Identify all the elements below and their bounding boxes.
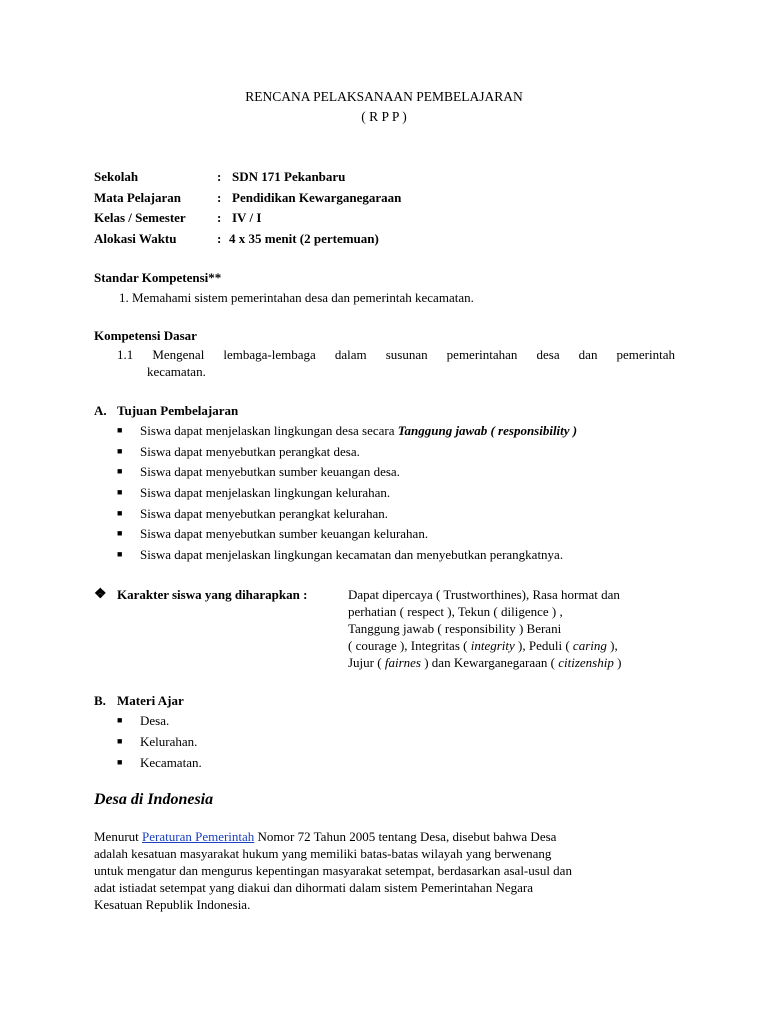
bullet-icon: ■ — [117, 487, 123, 497]
identity-label-alokasi: Alokasi Waktu — [94, 231, 177, 246]
paragraph-line: adalah kesatuan masyarakat hukum yang memiliki batas-batas wilayah yang berwenang — [94, 846, 552, 861]
list-item: Siswa dapat menyebutkan sumber keuangan kelurahan. — [140, 526, 429, 541]
list-item: Siswa dapat menjelaskan lingkungan kelurahan. — [140, 485, 391, 500]
karakter-line: Jujur ( fairnes ) dan Kewarganegaraan ( citizenship ) — [348, 655, 622, 670]
list-item: Kelurahan. — [140, 734, 198, 749]
identity-value-alokasi: 4 x 35 menit (2 pertemuan) — [229, 231, 379, 246]
identity-value-kelas: IV / I — [232, 210, 262, 225]
karakter-line: Dapat dipercaya ( Trustworthines), Rasa hormat dan — [348, 587, 620, 602]
identity-colon: : — [217, 169, 222, 184]
bullet-icon: ■ — [117, 736, 123, 746]
identity-label-kelas: Kelas / Semester — [94, 210, 186, 225]
document-subtitle: ( R P P ) — [361, 109, 407, 124]
karakter-heading: Karakter siswa yang diharapkan : — [117, 587, 308, 602]
identity-label-mapel: Mata Pelajaran — [94, 190, 182, 205]
bullet-icon: ■ — [117, 528, 123, 538]
standar-kompetensi-item: 1. Memahami sistem pemerintahan desa dan pemerintah kecamatan. — [119, 290, 474, 305]
kompetensi-dasar-item-line2: kecamatan. — [147, 364, 206, 379]
list-item: Siswa dapat menyebutkan perangkat kelurahan. — [140, 506, 388, 521]
tujuan-heading: Tujuan Pembelajaran — [117, 403, 239, 418]
document-title: RENCANA PELAKSANAAN PEMBELAJARAN — [245, 89, 523, 104]
identity-colon: : — [217, 190, 222, 205]
karakter-line: Tanggung jawab ( responsibility ) Berani — [348, 621, 562, 636]
tujuan-emphasis: Tanggung jawab ( responsibility ) — [397, 423, 578, 438]
list-item: Siswa dapat menyebutkan perangkat desa. — [140, 444, 360, 459]
bullet-icon: ■ — [117, 425, 123, 435]
paragraph-line: untuk mengatur dan mengurus kepentingan masyarakat setempat, berdasarkan asal-usul dan — [94, 863, 572, 878]
identity-colon: : — [217, 231, 222, 246]
bullet-icon: ■ — [117, 508, 123, 518]
karakter-line: ( courage ), Integritas ( integrity ), Peduli ( caring ), — [348, 638, 618, 653]
list-item: Kecamatan. — [140, 755, 202, 770]
bullet-icon: ■ — [117, 446, 123, 456]
kompetensi-dasar-item-line1: 1.1 Mengenal lembaga-lembaga dalam susunan pemerintahan desa dan pemerintah — [117, 347, 675, 362]
paragraph-line: adat istiadat setempat yang diakui dan dihormati dalam sistem Pemerintahan Negara — [94, 880, 533, 895]
identity-colon: : — [217, 210, 222, 225]
identity-value-sekolah: SDN 171 Pekanbaru — [232, 169, 346, 184]
bullet-icon: ■ — [117, 466, 123, 476]
bullet-icon: ■ — [117, 549, 123, 559]
list-item: Siswa dapat menjelaskan lingkungan desa secara Tanggung jawab ( responsibility ) — [140, 423, 578, 438]
standar-kompetensi-heading: Standar Kompetensi** — [94, 270, 222, 285]
diamond-bullet-icon: ❖ — [94, 587, 107, 602]
list-item: Desa. — [140, 713, 170, 728]
identity-label-sekolah: Sekolah — [94, 169, 139, 184]
desa-heading: Desa di Indonesia — [94, 791, 214, 808]
list-item: Siswa dapat menyebutkan sumber keuangan desa. — [140, 464, 400, 479]
section-letter-b: B. — [94, 693, 106, 708]
list-item: Siswa dapat menjelaskan lingkungan kecamatan dan menyebutkan perangkatnya. — [140, 547, 564, 562]
paragraph-line: Menurut Peraturan Pemerintah Nomor 72 Tahun 2005 tentang Desa, disebut bahwa Desa — [94, 829, 557, 844]
section-letter-a: A. — [94, 403, 107, 418]
peraturan-pemerintah-link[interactable]: Peraturan Pemerintah — [142, 829, 255, 844]
bullet-icon: ■ — [117, 757, 123, 767]
kompetensi-dasar-heading: Kompetensi Dasar — [94, 328, 197, 343]
paragraph-line: Kesatuan Republik Indonesia. — [94, 897, 251, 912]
karakter-line: perhatian ( respect ), Tekun ( diligence ) , — [348, 604, 563, 619]
identity-value-mapel: Pendidikan Kewarganegaraan — [232, 190, 402, 205]
materi-heading: Materi Ajar — [117, 693, 184, 708]
bullet-icon: ■ — [117, 715, 123, 725]
